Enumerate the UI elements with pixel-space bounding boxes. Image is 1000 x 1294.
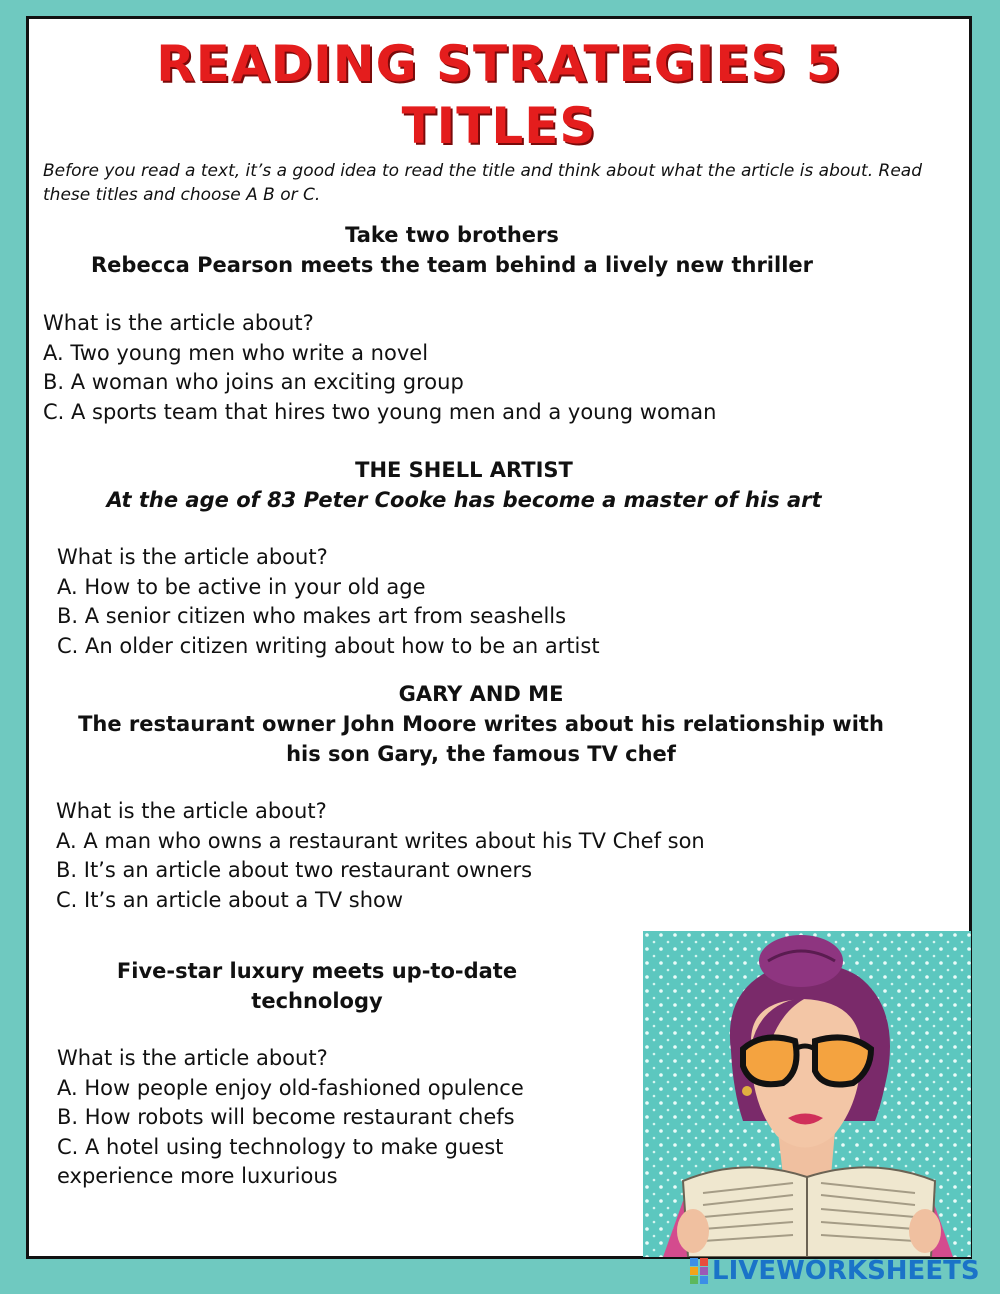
section3-question-block [56,797,705,915]
section1-option-b[interactable]: B. A woman who joins an exciting group [43,370,464,394]
section2-question: What is the article about? [57,545,328,569]
section1-subhead: Rebecca Pearson meets the team behind a lively new thriller [91,253,813,277]
section3-headline: GARY AND ME [398,682,564,706]
section4-question: What is the article about? [57,1046,328,1070]
woman-reading-newspaper-illustration [643,931,971,1257]
section3-option-a[interactable]: A. A man who owns a restaurant writes about his TV Chef son [56,828,705,853]
section4-question-block [57,1044,524,1192]
section3-question: What is the article about? [56,799,327,823]
section3-option-b[interactable]: B. It’s an article about two restaurant owners [56,858,533,882]
page-title-line1: READING STRATEGIES 5 [156,35,842,93]
section4-headline-line1: Five-star luxury meets up-to-date [116,959,518,983]
brand-label: LIVEWORKSHEETS [712,1256,980,1286]
section2-question-block [57,543,600,661]
section2-headline: THE SHELL ARTIST [355,458,573,482]
section4-headline-line2: technology [251,989,383,1013]
section1-option-c[interactable]: C. A sports team that hires two young men and a young woman [43,399,717,424]
section1-question-block [43,309,716,427]
section2-option-b[interactable]: B. A senior citizen who makes art from seashells [57,604,567,628]
page-title-line2: TITLES [401,97,597,155]
section2-option-a[interactable]: A. How to be active in your old age [57,574,426,599]
section3-subhead-line2: his son Gary, the famous TV chef [286,742,676,766]
section4-option-c[interactable]: C. A hotel using technology to make guest [57,1134,504,1159]
instructions: Before you read a text, it’s a good idea to read the title and think about what the article is about. Read these titles and choose A B or C. [43,161,923,205]
liveworksheets-logo[interactable] [690,1256,980,1286]
section3-subhead-line1: The restaurant owner John Moore writes about his relationship with [78,712,884,736]
section1-question: What is the article about? [43,311,314,335]
worksheet-page [26,16,972,1259]
section3-option-c[interactable]: C. It’s an article about a TV show [56,887,404,912]
section1-option-a[interactable]: A. Two young men who write a novel [43,340,429,365]
section1-headline: Take two brothers [345,223,559,247]
section2-subhead: At the age of 83 Peter Cooke has become a master of his art [106,488,822,512]
liveworksheets-icon [690,1258,708,1284]
section2-option-c[interactable]: C. An older citizen writing about how to be an artist [57,633,600,658]
section4-option-a[interactable]: A. How people enjoy old-fashioned opulence [57,1075,524,1100]
section4-option-b[interactable]: B. How robots will become restaurant chefs [57,1105,515,1129]
section4-option-c-continued: experience more luxurious [57,1164,338,1188]
